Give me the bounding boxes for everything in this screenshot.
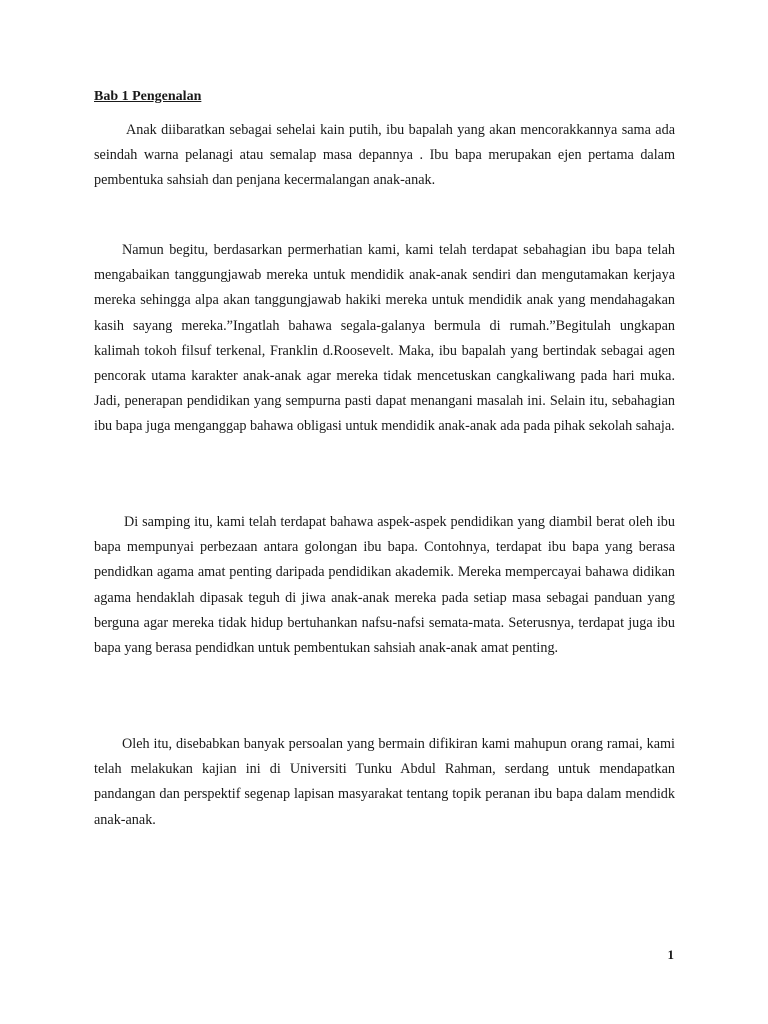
paragraph-2: Namun begitu, berdasarkan permerhatian kami, kami telah terdapat sebahagian ibu bapa telah mengabaikan tanggungjawab mereka untuk mendidik anak-anak sendiri dan mengutamakan kerjaya mereka sehingga alpa akan tanggungjawab hakiki mereka untuk mendidik anak yang mendahagakan kasih sayang mereka.”Ingatlah bahawa segala-galanya bermula di rumah.”Begitulah ungkapan kalimah tokoh filsuf terkenal, Franklin d.Roosevelt. Maka, ibu bapalah yang bertindak sebagai agen pencorak utama karakter anak-anak agar mereka tidak mencetuskan cangkaliwang pada hari muka. Jadi, penerapan pendidikan yang sempurna pasti dapat menangani masalah ini. Selain itu, sebahagian ibu bapa juga menganggap bahawa obligasi untuk mendidik anak-anak ada pada pihak sekolah sahaja. (94, 242, 675, 435)
page-number: 1 (667, 947, 674, 962)
paragraph-4: Oleh itu, disebabkan banyak persoalan yang bermain difikiran kami mahupun orang ramai, kami telah melakukan kajian ini di Universiti Tunku Abdul Rahman, serdang untuk mendapatkan pandangan dan perspektif segenap lapisan masyarakat tentang topik peranan ibu bapa dalam mendidk anak-anak. (94, 736, 675, 828)
paragraph-1: Anak diibaratkan sebagai sehelai kain putih, ibu bapalah yang akan mencorakkannya sama ada seindah warna pelanagi atau semalap masa depannya . Ibu bapa merupakan ejen pertama dalam pembentuka sahsiah dan penjana kecermalangan anak-anak. (94, 122, 675, 189)
chapter-heading: Bab 1 Pengenalan (94, 89, 202, 104)
paragraph-3: Di samping itu, kami telah terdapat bahawa aspek-aspek pendidikan yang diambil berat oleh ibu bapa mempunyai perbezaan antara golongan ibu bapa. Contohnya, terdapat ibu bapa yang berasa pendidkan agama amat penting daripada pendidikan akademik. Mereka mempercayai bahawa didikan agama hendaklah dipasak teguh di jiwa anak-anak mereka pada setiap masa sebagai panduan yang berguna agar mereka tidak hidup bertuhankan nafsu-nafsi semata-mata. Seterusnya, terdapat juga ibu bapa yang berasa pendidkan untuk pembentukan sahsiah anak-anak amat penting. (94, 514, 675, 657)
